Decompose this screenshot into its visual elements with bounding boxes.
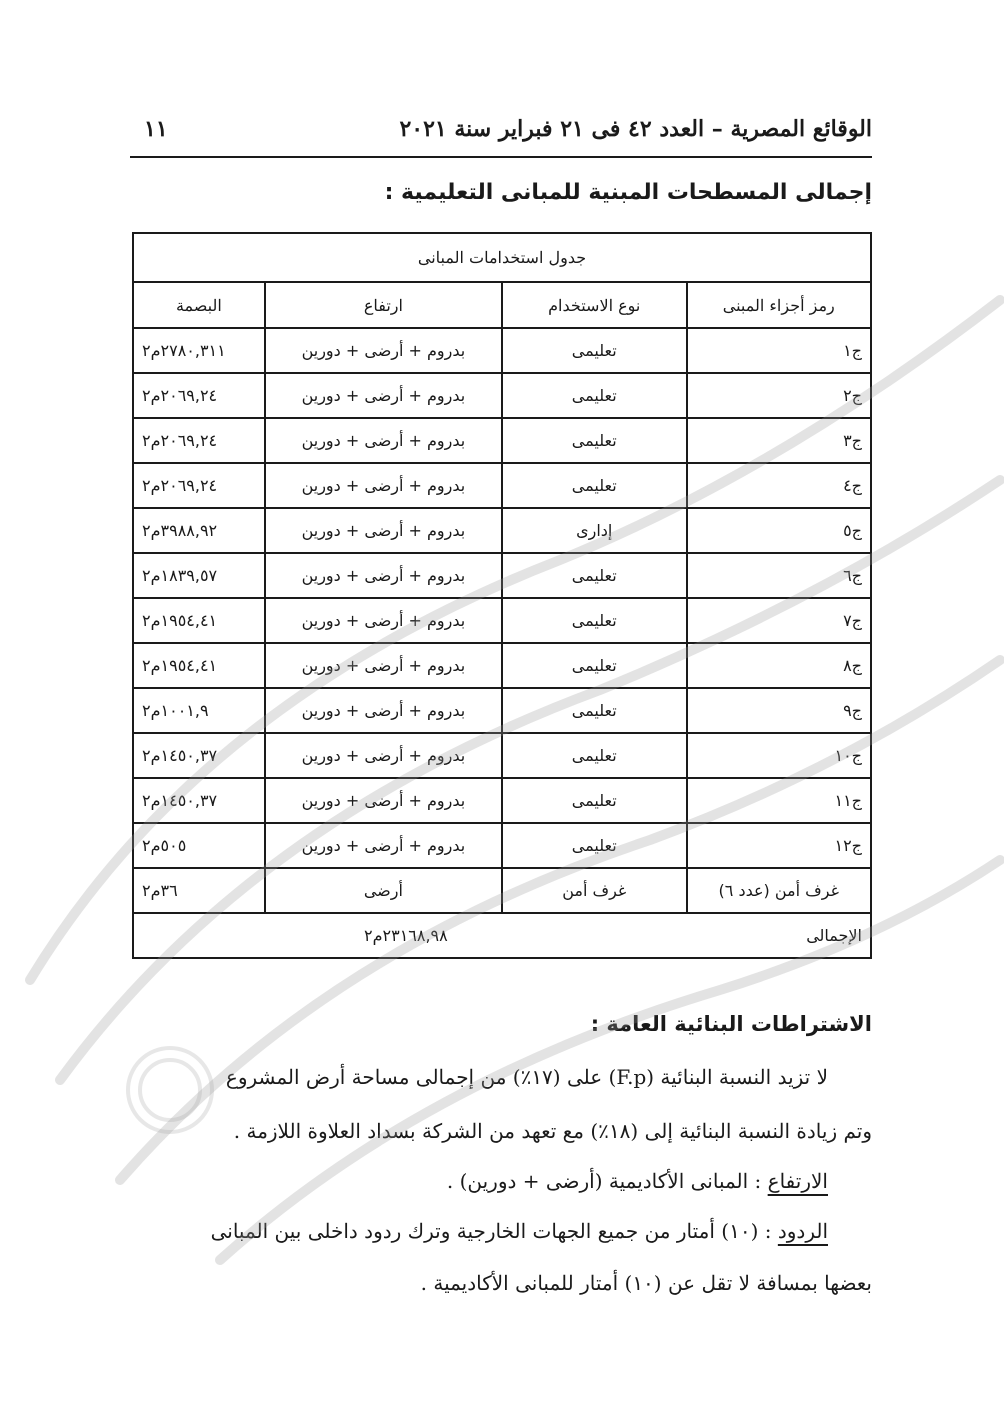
cell-area: ٢٠٦٩,٢٤م٢	[133, 418, 265, 463]
total-label: الإجمالى	[806, 926, 862, 945]
cell-height: أرضى	[265, 868, 502, 913]
cell-use: إدارى	[502, 508, 687, 553]
cell-code: ج٢	[687, 373, 872, 418]
table-total-row	[133, 913, 871, 958]
cell-use: تعليمى	[502, 418, 687, 463]
cell-area: ٢٧٨٠,٣١١م٢	[133, 328, 265, 373]
cell-use: تعليمى	[502, 463, 687, 508]
cell-height: بدروم + أرضى + دورين	[265, 778, 502, 823]
cell-code: غرف أمن (عدد ٦)	[687, 868, 872, 913]
cell-use: تعليمى	[502, 598, 687, 643]
cell-area: ٣٩٨٨,٩٢م٢	[133, 508, 265, 553]
cell-area: ١٩٥٤,٤١م٢	[133, 598, 265, 643]
header-area: البصمة	[133, 282, 265, 328]
building-uses-table	[132, 232, 872, 959]
table-row	[133, 643, 871, 688]
page-number: ١١	[144, 116, 168, 142]
table-row	[133, 553, 871, 598]
cell-use: تعليمى	[502, 733, 687, 778]
total-cell	[133, 913, 871, 958]
cell-code: ج٧	[687, 598, 872, 643]
cell-code: ج١٢	[687, 823, 872, 868]
cell-code: ج٩	[687, 688, 872, 733]
height-term: الارتفاع	[767, 1169, 828, 1193]
cell-code: ج٤	[687, 463, 872, 508]
cell-use: تعليمى	[502, 643, 687, 688]
header-code: رمز أجزاء المبنى	[687, 282, 872, 328]
setback-paragraph	[130, 1218, 872, 1244]
cell-use: تعليمى	[502, 553, 687, 598]
cell-code: ج٥	[687, 508, 872, 553]
table-row	[133, 823, 871, 868]
cell-use: تعليمى	[502, 328, 687, 373]
cell-code: ج٣	[687, 418, 872, 463]
cell-code: ج١١	[687, 778, 872, 823]
table-row	[133, 598, 871, 643]
table-row	[133, 508, 871, 553]
fp-increase-paragraph: وتم زيادة النسبة البنائية إلى (١٨٪) مع تعهد من الشركة بسداد العلاوة اللازمة .	[233, 1119, 872, 1143]
cell-area: ٢٠٦٩,٢٤م٢	[133, 463, 265, 508]
table-caption-row	[133, 233, 871, 282]
cell-height: بدروم + أرضى + دورين	[265, 328, 502, 373]
header-use: نوع الاستخدام	[502, 282, 687, 328]
cell-code: ج٨	[687, 643, 872, 688]
cell-height: بدروم + أرضى + دورين	[265, 553, 502, 598]
cell-height: بدروم + أرضى + دورين	[265, 598, 502, 643]
table-row	[133, 463, 871, 508]
fp-ratio-paragraph: لا تزيد النسبة البنائية (F.p) على (١٧٪) من إجمالى مساحة أرض المشروع	[225, 1065, 828, 1089]
table-row	[133, 868, 871, 913]
height-text: : المبانى الأكاديمية (أرضى + دورين) .	[446, 1169, 762, 1193]
page-header	[130, 112, 872, 158]
cell-code: ج١٠	[687, 733, 872, 778]
setback-continuation: بعضها بمسافة لا تقل عن (١٠) أمتار للمبانى الأكاديمية .	[420, 1271, 872, 1295]
cell-use: تعليمى	[502, 688, 687, 733]
cell-area: ٢٠٦٩,٢٤م٢	[133, 373, 265, 418]
cell-height: بدروم + أرضى + دورين	[265, 418, 502, 463]
total-value: ٢٣١٦٨,٩٨م٢	[364, 926, 448, 945]
cell-use: تعليمى	[502, 823, 687, 868]
cell-code: ج١	[687, 328, 872, 373]
cell-area: ٣٦م٢	[133, 868, 265, 913]
height-paragraph	[130, 1168, 872, 1194]
conditions-title: الاشتراطات البنائية العامة :	[590, 1012, 872, 1036]
table-row	[133, 418, 871, 463]
cell-area: ١٤٥٠,٣٧م٢	[133, 778, 265, 823]
table-row	[133, 328, 871, 373]
journal-title: الوقائع المصرية – العدد ٤٢ فى ٢١ فبراير سنة ٢٠٢١	[399, 116, 872, 142]
setback-term: الردود	[777, 1219, 828, 1243]
cell-height: بدروم + أرضى + دورين	[265, 733, 502, 778]
setback-text: : (١٠) أمتار من جميع الجهات الخارجية وترك ردود داخلى بين المبانى	[210, 1219, 772, 1243]
section-title: إجمالى المسطحات المبنية للمبانى التعليمية :	[384, 180, 872, 205]
cell-area: ٥٠٥م٢	[133, 823, 265, 868]
cell-height: بدروم + أرضى + دورين	[265, 823, 502, 868]
cell-area: ١٩٥٤,٤١م٢	[133, 643, 265, 688]
header-height: ارتفاع	[265, 282, 502, 328]
cell-area: ١٠٠١,٩م٢	[133, 688, 265, 733]
cell-height: بدروم + أرضى + دورين	[265, 688, 502, 733]
table-row	[133, 778, 871, 823]
table-row	[133, 373, 871, 418]
table-row	[133, 733, 871, 778]
cell-height: بدروم + أرضى + دورين	[265, 463, 502, 508]
table-header-row	[133, 282, 871, 328]
cell-use: غرف أمن	[502, 868, 687, 913]
cell-height: بدروم + أرضى + دورين	[265, 508, 502, 553]
cell-height: بدروم + أرضى + دورين	[265, 643, 502, 688]
cell-use: تعليمى	[502, 373, 687, 418]
cell-code: ج٦	[687, 553, 872, 598]
cell-area: ١٤٥٠,٣٧م٢	[133, 733, 265, 778]
table-caption: جدول استخدامات المبانى	[133, 233, 871, 282]
cell-use: تعليمى	[502, 778, 687, 823]
cell-area: ١٨٣٩,٥٧م٢	[133, 553, 265, 598]
cell-height: بدروم + أرضى + دورين	[265, 373, 502, 418]
table-row	[133, 688, 871, 733]
